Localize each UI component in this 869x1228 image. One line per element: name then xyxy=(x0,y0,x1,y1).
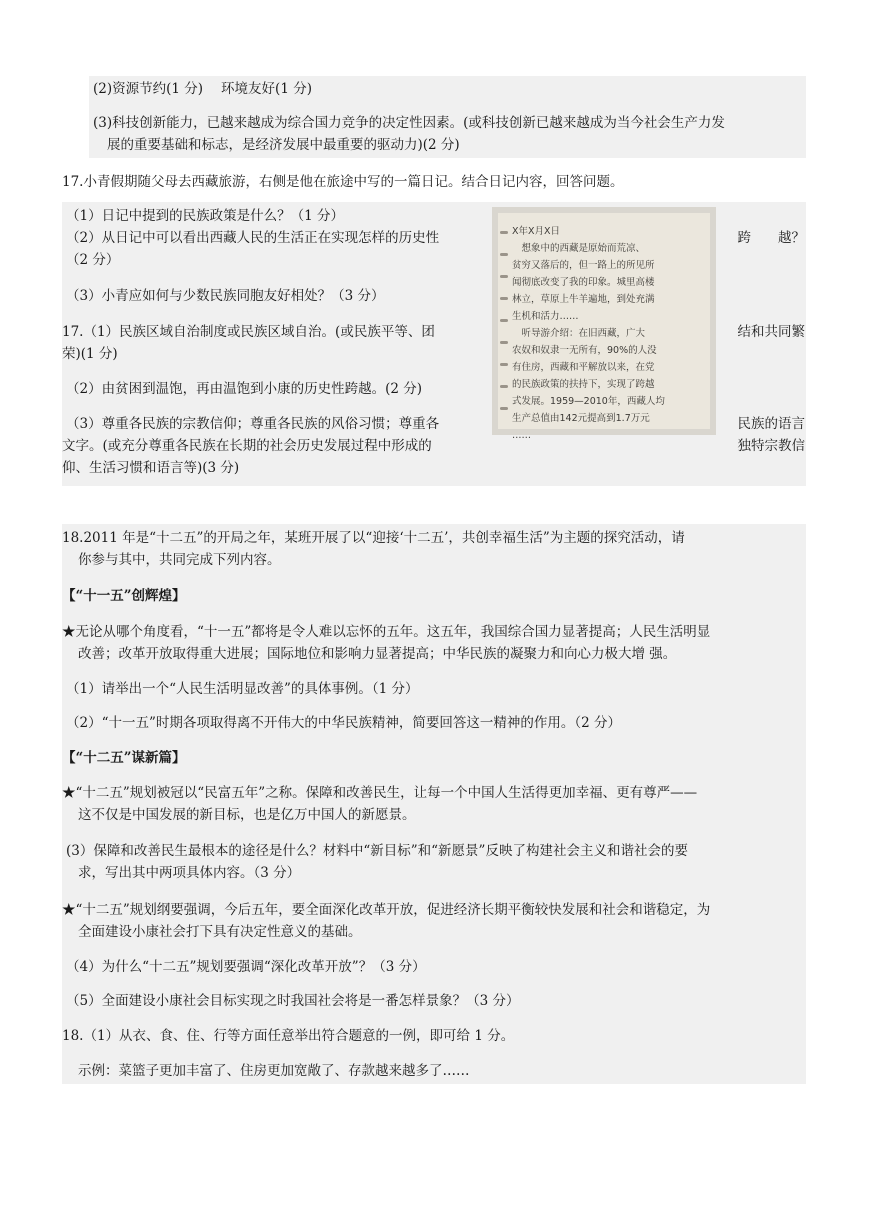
section-heading: 【“十二五”谋新篇】 xyxy=(62,750,186,766)
question-17-stem: 17.小青假期随父母去西藏旅游，右侧是他在旅途中写的一篇日记。结合日记内容，回答问题。 xyxy=(62,174,624,190)
diary-line: 贫穷又落后的，但一路上的所见所 xyxy=(512,260,655,271)
question-18-part-4: （4）为什么“十二五”规划要强调“深化改革开放”？（3 分） xyxy=(66,959,426,975)
answer-17-part-3-end: 仰、生活习惯和语言等)(3 分) xyxy=(62,460,240,476)
diary-line: 林立，草原上牛羊遍地，到处充满 xyxy=(512,294,655,305)
question-17-part-2-right: 跨 越？ xyxy=(737,230,805,246)
question-17-part-1: （1）日记中提到的民族政策是什么？（1 分） xyxy=(66,208,344,224)
answer-17-part-3-right: 民族的语言 xyxy=(737,416,805,432)
question-17-part-2: （2）从日记中可以看出西藏人民的生活正在实现怎样的历史性 xyxy=(66,230,440,246)
answer-text: (2)资源节约(1 分) xyxy=(93,81,204,97)
diary-date: X年X月X日 xyxy=(512,226,561,237)
diary-page xyxy=(498,213,710,441)
diary-line: …… xyxy=(512,430,531,441)
question-18-stem: 18.2011 年是“十二五”的开局之年，某班开展了以“迎接‘十二五’，共创幸福生活”为主题的探究活动，请 xyxy=(62,530,685,546)
question-18-part-3-cont: 求，写出其中两项具体内容。（3 分） xyxy=(78,865,301,881)
diary-line: 农奴和奴隶一无所有，90%的人没 xyxy=(512,345,657,356)
answer-17-part-2: （2）由贫困到温饱，再由温饱到小康的历史性跨越。(2 分) xyxy=(66,381,423,397)
answer-18-example: 示例：菜篮子更加丰富了、住房更加宽敞了、存款越来越多了…… xyxy=(78,1063,470,1079)
answer-18-part-1: 18.（1）从衣、食、住、行等方面任意举出符合题意的一例，即可给 1 分。 xyxy=(62,1028,515,1044)
answer-line: (3)科技创新能力，已越来越成为综合国力竞争的决定性因素。(或科技创新已越来越成为当今社会生产力发 xyxy=(93,115,725,131)
answer-line: 展的重要基础和标志，是经济发展中最重要的驱动力)(2 分) xyxy=(107,137,460,153)
answer-17-part-1: 17.（1）民族区域自治制度或民族区域自治。(或民族平等、团 xyxy=(62,324,435,340)
diary-line: 式发展。1959—2010年，西藏人均 xyxy=(512,396,665,407)
diary-line: 的民族政策的扶持下，实现了跨越 xyxy=(512,379,655,390)
answer-text: 环境友好(1 分) xyxy=(221,81,312,97)
answer-17-part-1-right: 结和共同繁 xyxy=(737,324,805,340)
diary-line: 生产总值由142元提高到1.7万元 xyxy=(512,413,650,424)
question-18-part-1: （1）请举出一个“人民生活明显改善”的具体事例。（1 分） xyxy=(66,681,419,697)
diary-line: 想象中的西藏是原始而荒凉、 xyxy=(512,243,646,254)
question-17-part-3: （3）小青应如何与少数民族同胞友好相处？（3 分） xyxy=(66,288,385,304)
question-18-part-2: （2）“十一五”时期各项取得离不开伟大的中华民族精神，简要回答这一精神的作用。（2 分） xyxy=(66,715,622,731)
section-heading: 【“十一五”创辉煌】 xyxy=(62,588,186,604)
diary-line: 生机和活力…… xyxy=(512,311,579,322)
diary-line: 听导游介绍：在旧西藏，广大 xyxy=(512,328,646,339)
answer-17-part-1-cont: 荣)(1 分) xyxy=(62,346,118,362)
question-18-part-5: （5）全面建设小康社会目标实现之时我国社会将是一番怎样景象？（3 分） xyxy=(66,993,520,1009)
question-18-part-3: (3）保障和改善民生最根本的途径是什么？材料中“新目标”和“新愿景”反映了构建社会主义和谐社会的要 xyxy=(66,843,688,859)
material-2: ★“十二五”规划被冠以“民富五年”之称。保障和改善民生，让每一个中国人生活得更加幸福、更有尊严—— xyxy=(62,785,698,801)
diary-line: 有住房，西藏和平解放以来，在党 xyxy=(512,362,655,373)
answer-17-part-3: （3）尊重各民族的宗教信仰；尊重各民族的风俗习惯；尊重各 xyxy=(66,416,440,432)
material-3: ★“十二五”规划纲要强调，今后五年，要全面深化改革开放，促进经济长期平衡较快发展和社会和谐稳定，为 xyxy=(62,902,711,918)
answer-block-top xyxy=(89,76,806,158)
answer-17-part-3-cont: 文字。(或充分尊重各民族在长期的社会历史发展过程中形成的 xyxy=(62,438,432,454)
material-2-cont: 这不仅是中国发展的新目标，也是亿万中国人的新愿景。 xyxy=(78,807,416,823)
material-1: ★无论从哪个角度看，“十一五”都将是令人难以忘怀的五年。这五年，我国综合国力显著提高；人民生活明显 xyxy=(62,624,711,640)
answer-line xyxy=(93,78,312,100)
diary-line: 闻彻底改变了我的印象。城里高楼 xyxy=(512,277,655,288)
diary-photo xyxy=(492,207,716,441)
material-1-cont: 改善；改革开放取得重大进展；国际地位和影响力显著提高；中华民族的凝聚力和向心力极大增 强。 xyxy=(78,646,677,662)
question-18-stem-cont: 你参与其中，共同完成下列内容。 xyxy=(78,552,281,568)
material-3-cont: 全面建设小康社会打下具有决定性意义的基础。 xyxy=(78,924,362,940)
question-17-part-2-score: （2 分） xyxy=(66,252,120,268)
answer-17-part-3-right-cont: 独特宗教信 xyxy=(737,438,805,454)
